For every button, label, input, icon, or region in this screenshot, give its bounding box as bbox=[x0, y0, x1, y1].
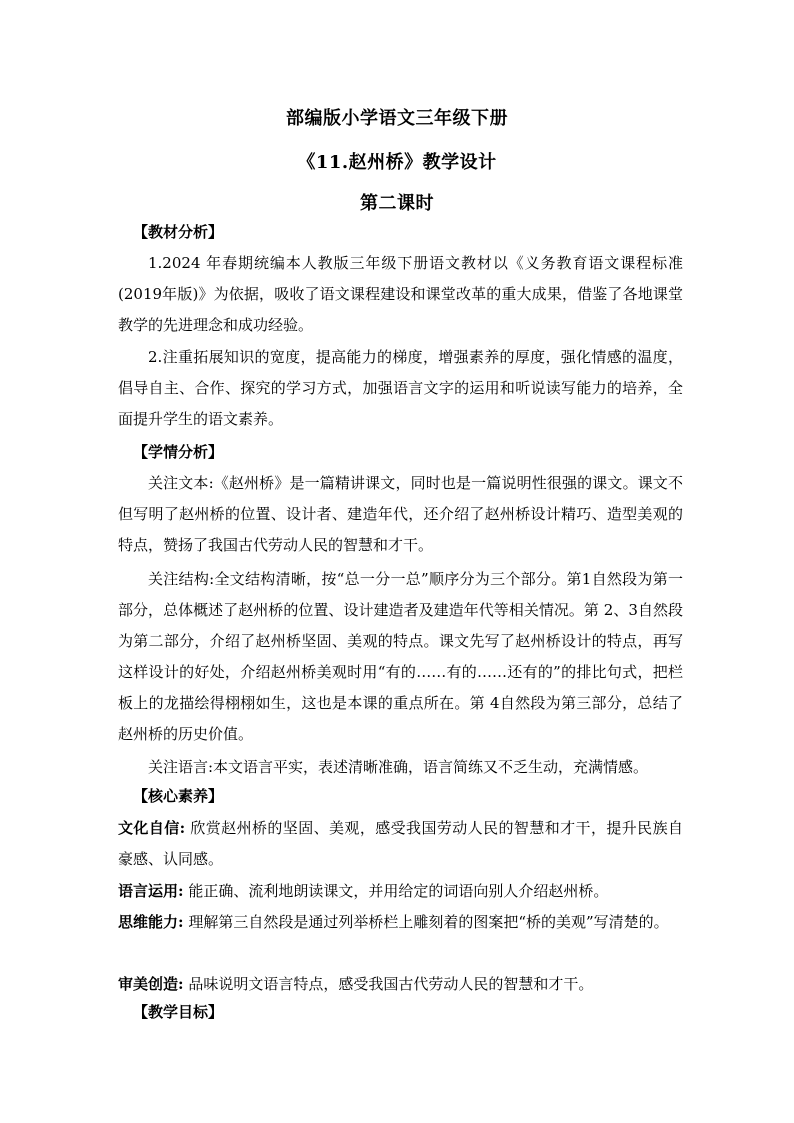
heading-core-literacy: 【核心素养】 bbox=[133, 787, 224, 805]
core-literacy-item bbox=[118, 813, 683, 875]
core-literacy-text: 能正确、流利地朗读课文，并用给定的词语向别人介绍赵州桥。 bbox=[183, 882, 609, 900]
heading-teaching-goals: 【教学目标】 bbox=[133, 1003, 224, 1021]
core-literacy-label: 思维能力: bbox=[118, 913, 184, 931]
core-literacy-text: 理解第三自然段是通过列举桥栏上雕刻着的图案把“桥的美观”写清楚的。 bbox=[183, 913, 669, 931]
core-literacy-text: 品味说明文语言特点，感受我国古代劳动人民的智慧和才干。 bbox=[183, 975, 594, 993]
core-literacy-label: 审美创造: bbox=[118, 975, 184, 993]
doc-title-line2: 《11.赵州桥》教学设计 bbox=[297, 152, 497, 173]
core-literacy-text: 欣赏赵州桥的坚固、美观，感受我国劳动人民的智慧和才干，提升民族自豪感、认同感。 bbox=[118, 819, 683, 868]
core-literacy-item bbox=[118, 907, 683, 938]
learning-analysis-para-3: 关注语言:本文语言平实，表述清晰准确，语言简练又不乏生动，充满情感。 bbox=[148, 758, 649, 776]
core-literacy-item bbox=[118, 876, 683, 907]
learning-analysis-para-1: 关注文本:《赵州桥》是一篇精讲课文，同时也是一篇说明性很强的课文。课文不但写明了赵州桥的位置、设计者、建造年代，还介绍了赵州桥设计精巧、造型美观的特点，赞扬了我国古代劳动人民的智慧和才干。 bbox=[118, 474, 683, 554]
core-literacy-label: 语言运用: bbox=[118, 882, 184, 900]
heading-textbook-analysis: 【教材分析】 bbox=[133, 223, 224, 241]
learning-analysis-para-2: 关注结构:全文结构清晰，按“总一分一总”顺序分为三个部分。第1自然段为第一部分，总体概述了赵州桥的位置、设计建造者及建造年代等相关情况。第 2、3自然段为第二部分，介绍了赵州桥坚固、美观的特点。课文先写了赵州桥设计的特点，再写这样设计的好处，介绍赵州桥美观时用“有的……有的……还有的”的排比句式，把栏板上的龙描绘得栩栩如生，这也是本课的重点所在。第 4自然段为第三部分，总结了赵州桥的历史价值。 bbox=[118, 570, 683, 743]
doc-title-line3: 第二课时 bbox=[360, 193, 434, 214]
doc-title-line1: 部编版小学语文三年级下册 bbox=[286, 108, 508, 129]
textbook-analysis-para-2: 2.注重拓展知识的宽度，提高能力的梯度，增强素养的厚度，强化情感的温度，倡导自主、合作、探究的学习方式，加强语言文字的运用和听说读写能力的培养，全面提升学生的语文素养。 bbox=[118, 348, 683, 428]
core-literacy-item bbox=[118, 969, 683, 1000]
heading-learning-analysis: 【学情分析】 bbox=[133, 443, 224, 461]
textbook-analysis-para-1: 1.2024 年春期统编本人教版三年级下册语文教材以《义务教育语文课程标准(2019年版)》为依据，吸收了语文课程建设和课堂改革的重大成果，借鉴了各地课堂教学的先进理念和成功经验。 bbox=[118, 254, 683, 334]
core-literacy-label: 文化自信: bbox=[118, 819, 186, 837]
